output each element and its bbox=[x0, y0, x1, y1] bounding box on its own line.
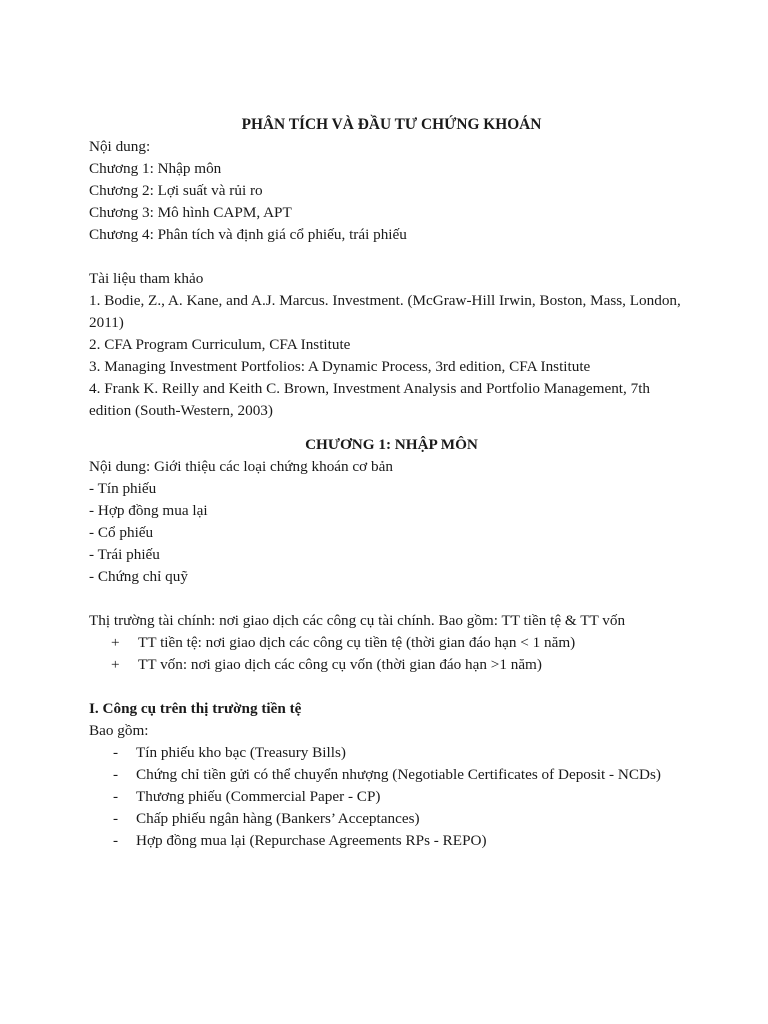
dash-marker: - bbox=[113, 744, 119, 761]
instrument-text: Hợp đồng mua lại (Repurchase Agreements RPs - REPO) bbox=[136, 832, 487, 849]
instrument-text: Tín phiếu kho bạc (Treasury Bills) bbox=[136, 744, 346, 761]
section-heading: I. Công cụ trên thị trường tiền tệ bbox=[89, 700, 302, 717]
financial-market-line: Thị trường tài chính: nơi giao dịch các công cụ tài chính. Bao gồm: TT tiền tệ & TT vốn bbox=[89, 612, 626, 629]
market-point-text: TT vốn: nơi giao dịch các công cụ vốn (thời gian đáo hạn >1 năm) bbox=[138, 656, 542, 673]
chapter-item: Chương 1: Nhập môn bbox=[89, 160, 222, 177]
dash-marker: - bbox=[113, 788, 119, 805]
instrument-text: Chứng chỉ tiền gửi có thể chuyển nhượng (Negotiable Certificates of Deposit - NCDs) bbox=[136, 766, 661, 783]
references-label: Tài liệu tham khảo bbox=[89, 270, 204, 287]
chapter-heading: CHƯƠNG 1: NHẬP MÔN bbox=[305, 436, 478, 453]
includes-label: Bao gồm: bbox=[89, 722, 149, 739]
spacer bbox=[89, 588, 688, 610]
reference-item: 2. CFA Program Curriculum, CFA Institute bbox=[89, 336, 351, 353]
dash-marker: - bbox=[113, 810, 119, 827]
instruments-list bbox=[89, 742, 688, 852]
list-item bbox=[89, 632, 688, 654]
list-item bbox=[89, 830, 688, 852]
chapter-item: Chương 4: Phân tích và định giá cổ phiếu, trái phiếu bbox=[89, 226, 407, 243]
list-item bbox=[89, 786, 688, 808]
security-type-item: - Chứng chỉ quỹ bbox=[89, 568, 188, 585]
chapter-item: Chương 2: Lợi suất và rủi ro bbox=[89, 182, 263, 199]
list-item bbox=[89, 764, 688, 786]
security-type-item: - Tín phiếu bbox=[89, 480, 157, 497]
list-item bbox=[89, 654, 688, 676]
instrument-text: Chấp phiếu ngân hàng (Bankers’ Acceptances) bbox=[136, 810, 420, 827]
market-points-list bbox=[89, 632, 688, 676]
plus-marker: + bbox=[111, 656, 120, 673]
document-title: PHÂN TÍCH VÀ ĐẦU TƯ CHỨNG KHOÁN bbox=[241, 116, 542, 133]
security-type-item: - Trái phiếu bbox=[89, 546, 160, 563]
list-item bbox=[89, 808, 688, 830]
dash-marker: - bbox=[113, 832, 119, 849]
spacer bbox=[89, 246, 688, 268]
chapter-item: Chương 3: Mô hình CAPM, APT bbox=[89, 204, 292, 221]
chapter-intro: Nội dung: Giới thiệu các loại chứng khoán cơ bản bbox=[89, 458, 393, 475]
plus-marker: + bbox=[111, 634, 120, 651]
reference-item: 3. Managing Investment Portfolios: A Dynamic Process, 3rd edition, CFA Institute bbox=[89, 358, 591, 375]
security-type-item: - Cổ phiếu bbox=[89, 524, 154, 541]
market-point-text: TT tiền tệ: nơi giao dịch các công cụ tiền tệ (thời gian đáo hạn < 1 năm) bbox=[138, 634, 576, 651]
security-type-item: - Hợp đồng mua lại bbox=[89, 502, 208, 519]
spacer bbox=[89, 676, 688, 698]
contents-label: Nội dung: bbox=[89, 138, 151, 155]
reference-item: 4. Frank K. Reilly and Keith C. Brown, Investment Analysis and Portfolio Management, 7th edition (South-Western, 2003) bbox=[89, 380, 654, 419]
dash-marker: - bbox=[113, 766, 119, 783]
list-item bbox=[89, 742, 688, 764]
reference-item: 1. Bodie, Z., A. Kane, and A.J. Marcus. Investment. (McGraw-Hill Irwin, Boston, Mass, London, 2011) bbox=[89, 292, 685, 331]
instrument-text: Thương phiếu (Commercial Paper - CP) bbox=[136, 788, 381, 805]
